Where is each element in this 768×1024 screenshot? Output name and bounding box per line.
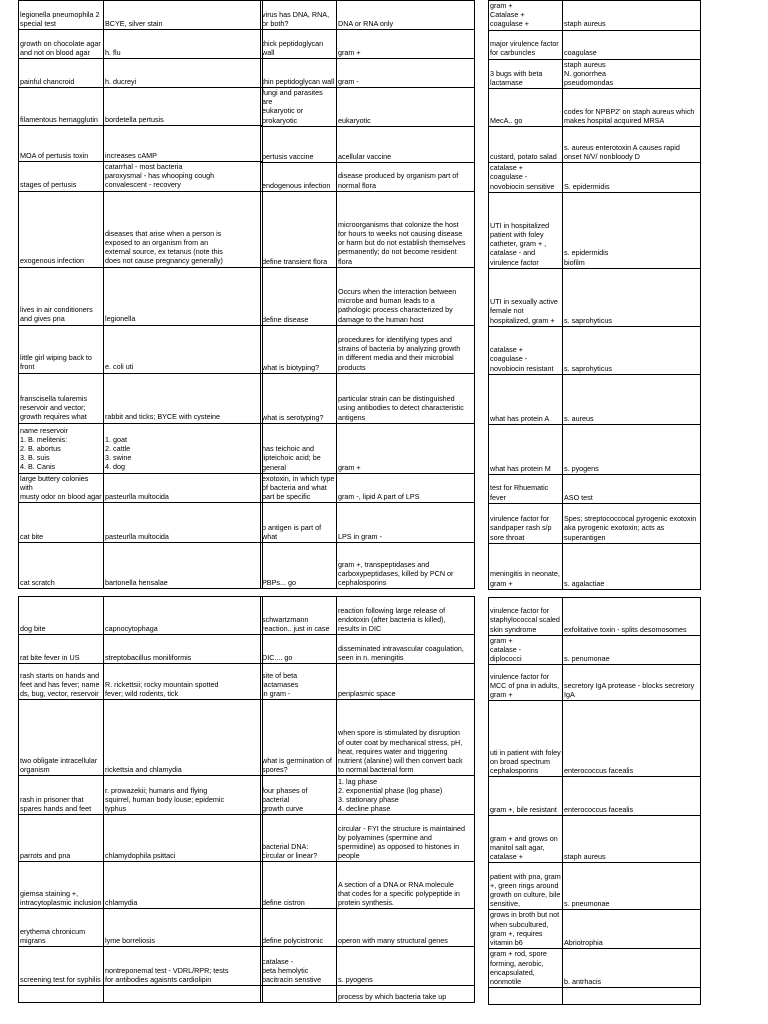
card-row [261,1,475,30]
card-answer [104,589,263,597]
card-question [489,988,563,1005]
card-question: test for Rhuematic fever [489,474,563,503]
card-row [489,127,701,163]
card-question: rash starts on hands and feet and has fever; name ds, bug, vector, reservoir [19,664,104,700]
card-question: what has protein A [489,374,563,424]
card-question: MecA.. go [489,89,563,127]
card-answer: DNA or RNA only [337,1,475,30]
card-row [489,59,701,89]
card-question: pertusis vaccine [261,126,337,162]
card-row [261,59,475,88]
card-question: franscisella tularemis reservoir and vector; growth requires what [19,373,104,423]
card-question: endogenous infection [261,162,337,191]
card-answer [563,988,701,1005]
card-answer: s. saprohyticus [563,268,701,326]
card-answer: staph aureus [563,816,701,863]
card-question: parrots and pna [19,815,104,862]
card-row [489,701,701,777]
card-question: four phases of bacterial growth curve [261,776,337,815]
card-answer: Occurs when the interaction between microbe and human leads to a pathologic process characterized by damage to the human host [337,267,475,325]
card-answer: procedures for identifying types and strains of bacteria by analyzing growth in different media and their microbial products [337,325,475,373]
card-row [19,59,263,88]
card-answer: s. pyogens [563,424,701,474]
card-row [489,910,701,949]
card-question: virulence factor for sandpaper rash s/p sore throat [489,503,563,543]
card-answer: catarrhal - most bacteria paroxysmal - has whooping cough convalescent - recovery [104,162,263,192]
card-answer: nontreponemal test - VDRL/RPR; tests for antibodies agaisnts cardiolipin [104,947,263,986]
card-question: cat scratch [19,543,104,589]
card-row [19,986,263,1003]
card-answer: Abriotrophia [563,910,701,949]
card-question: what is biotyping? [261,325,337,373]
card-answer: capnocytophaga [104,597,263,635]
card-answer: s. pyogens [337,947,475,986]
card-row [19,700,263,776]
page-break-row [489,589,701,597]
card-answer: s. saprohyticus [563,326,701,374]
card-question: DIC.... go [261,635,337,664]
card-answer: 1. lag phase 2. exponential phase (log phase) 3. stationary phase 4. decline phase [337,776,475,815]
card-question: meningitis in neonate, gram + [489,543,563,589]
card-row [261,423,475,473]
card-question: stages of pertusis [19,162,104,192]
card-answer: s. agalactiae [563,543,701,589]
card-question: MOA of pertusis toxin [19,126,104,162]
card-question: fungi and parasites are eukaryotic or prokaryotic [261,88,337,127]
card-answer: enterococcus facealis [563,701,701,777]
card-row [261,267,475,325]
card-answer: staph aureus N. gonorrhea pseudomondas [563,59,701,89]
card-question: o antigen is part of what [261,503,337,543]
card-answer: Spes; streptococcocal pyrogenic exotoxin aka pyrogenic exotoxin; acts as superantigen [563,503,701,543]
card-question: schwartzmann reaction.. just in case [261,597,337,635]
card-answer: increases cAMP [104,126,263,162]
card-answer: streptobacillus moniliformis [104,635,263,664]
card-row [261,325,475,373]
card-question: gram + rod, spore forming, aerobic, encapsulated, nonmotile [489,949,563,988]
card-row [19,373,263,423]
card-answer [337,589,475,597]
card-row [489,503,701,543]
card-question: bacterial DNA: circular or linear? [261,815,337,862]
card-answer: s. epidermidis biofilm [563,192,701,268]
card-question: site of beta lactamases in gram - [261,664,337,700]
card-question: name reservoir 1. B. melitenis: 2. B. abortus 3. B. suis 4. B. Canis [19,423,104,473]
column-2-body [261,1,475,1003]
card-row [19,815,263,862]
card-question [19,589,104,597]
card-row [489,30,701,59]
card-answer: e. coli uti [104,325,263,373]
card-answer: pasteurlla multocida [104,503,263,543]
card-answer: lyme borreliosis [104,909,263,947]
card-answer: b. antrhacis [563,949,701,988]
card-answer: gram + [337,30,475,59]
card-answer [563,589,701,597]
card-question: lives in air conditioners and gives pna [19,267,104,325]
card-answer: circular - FYI the structure is maintained by polyamines (spermine and spermidine) as opposed to histones in people [337,815,475,862]
card-answer: bordetella pertusis [104,88,263,126]
card-row [489,988,701,1005]
card-answer: staph aureus [563,1,701,31]
card-question: custard, potato salad [489,127,563,163]
card-row [261,543,475,589]
card-question: rat bite fever in US [19,635,104,664]
card-row [261,862,475,909]
card-answer: LPS in gram - [337,503,475,543]
column-3-body [489,1,701,1005]
card-question: patient with pna, gram +, green rings around growth on culture, bile sensitive, [489,863,563,910]
card-answer: BCYE, silver stain [104,1,263,30]
card-row [261,30,475,59]
flashcard-column-1 [18,0,263,1003]
card-question [261,589,337,597]
card-answer: gram -, lipid A part of LPS [337,473,475,503]
card-answer: legionella [104,267,263,325]
card-question: uti in patient with foley on broad spectrum cephalosporins [489,701,563,777]
card-question: what has protein M [489,424,563,474]
card-question: erythema chronicum migrans [19,909,104,947]
card-question: PBPs... go [261,543,337,589]
card-answer: bartonella hensalae [104,543,263,589]
column-1-body [19,1,263,1003]
card-question: virulence factor for staphylococcal scaled skin syndrome [489,597,563,635]
card-row [261,162,475,191]
card-row [261,635,475,664]
card-answer: s. aureus [563,374,701,424]
card-row [19,126,263,162]
card-row [489,949,701,988]
card-question [489,589,563,597]
card-answer: particular strain can be distinguished using antibodies to detect characteristic antigens [337,373,475,423]
card-row [489,665,701,701]
card-row [489,326,701,374]
card-row [19,543,263,589]
card-answer [104,986,263,1003]
card-answer: s. pneumonae [563,863,701,910]
card-row [489,863,701,910]
card-row [489,1,701,31]
flashcard-column-2 [260,0,475,1003]
card-row [261,909,475,947]
card-row [19,862,263,909]
card-question: gram + catalase - diplococci [489,635,563,665]
card-question: virulence factor for MCC of pna in adults, gram + [489,665,563,701]
card-question: screening test for syphilis [19,947,104,986]
card-row [261,664,475,700]
card-answer: exfolitative toxin - splits desomosomes [563,597,701,635]
card-row [489,816,701,863]
card-answer: operon with many structural genes [337,909,475,947]
card-answer: diseases that arise when a person is exposed to an organism from an external source, ex tetanus (note this does not cause pregnancy generally) [104,191,263,267]
card-row [489,374,701,424]
card-answer: s. penumonae [563,635,701,665]
card-row [261,776,475,815]
card-row [19,267,263,325]
flashcard-column-3 [488,0,701,1005]
card-answer: process by which bacteria take up [337,986,475,1003]
card-row [261,503,475,543]
card-answer: r. prowazekii; humans and flying squirrel, human body louse; epidemic typhus [104,776,263,815]
card-question [19,986,104,1003]
card-answer: disease produced by organism part of normal flora [337,162,475,191]
card-answer: 1. goat 2. cattle 3. swine 4. dog [104,423,263,473]
card-question: 3 bugs with beta lactamase [489,59,563,89]
card-answer: reaction following large release of endotoxin (after bacteria is killed), results in DIC [337,597,475,635]
card-row [261,700,475,776]
card-answer: chlamydia [104,862,263,909]
card-question: legionella pneumophila 2 special test [19,1,104,30]
card-question: major virulence factor for carbuncles [489,30,563,59]
card-row [19,1,263,30]
card-answer: R. rickettsii; rocky mountain spotted fever; wild rodents, tick [104,664,263,700]
card-row [19,503,263,543]
card-row [261,947,475,986]
card-row [489,597,701,635]
card-answer: disseminated intravascular coagulation, seen in n. meningitis [337,635,475,664]
card-row [261,126,475,162]
card-question: grows in broth but not when subcultured, gram +, requires vitamin b6 [489,910,563,949]
card-question: large buttery colonies with musty odor on blood agar [20,473,102,502]
card-row [489,777,701,816]
card-answer: h. ducreyi [104,59,263,88]
card-answer: chlamydophila psittaci [104,815,263,862]
card-answer: rickettsia and chlamydia [104,700,263,776]
card-answer: when spore is stimulated by disruption of outer coat by mechanical stress, pH, heat, requires water and triggering nutrient (alanine) will then convert back to normal bacterial form [337,700,475,776]
card-row [19,909,263,947]
card-row [489,89,701,127]
card-question: virus has DNA, RNA, or both? [261,1,337,30]
card-answer: pasteurlla multocida [104,473,263,503]
card-question: UTI in sexually active female not hospitalized, gram + [489,268,563,326]
card-answer: eukaryotic [337,88,475,127]
card-row [489,192,701,268]
card-row [19,947,263,986]
card-question: catalase + coagulase - novobiocin sensitive [489,163,563,193]
card-question: catalase - beta hemolytic bacitracin senstive [261,947,337,986]
card-answer: acellular vaccine [337,126,475,162]
card-question: define disease [261,267,337,325]
card-question: exotoxin, in which type of bacteria and what part be specific [261,473,337,503]
card-row [261,597,475,635]
card-answer: s. aureus enterotoxin A causes rapid onset N/V/ nonbloody D [563,127,701,163]
card-answer: ASO test [563,474,701,503]
page-break-row [261,589,475,597]
card-question: gram + and grows on manitol salt agar, catalase + [489,816,563,863]
card-question: define transient flora [261,191,337,267]
card-row [489,474,701,503]
card-row [19,191,263,267]
card-question: cat bite [19,503,104,543]
card-row [261,815,475,862]
page-break-row [19,589,263,597]
card-question [261,986,337,1003]
card-row [489,268,701,326]
card-answer: rabbit and ticks; BYCE with cysteine [104,373,263,423]
card-question: giemsa staining +, intracytoplasmic inclusion [19,862,104,909]
card-question: little girl wiping back to front [19,325,104,373]
card-answer: coagulase [563,30,701,59]
card-question: what is germination of spores? [261,700,337,776]
card-row [19,635,263,664]
card-answer: h. flu [104,30,263,59]
card-answer: A section of a DNA or RNA molecule that codes for a specific polypeptide in protein synthesis. [337,862,475,909]
card-row [19,162,263,192]
card-row [261,373,475,423]
card-answer: periplasmic space [337,664,475,700]
card-question: define polycistronic [261,909,337,947]
card-row [489,635,701,665]
card-row [261,986,475,1003]
card-question: what is serotyping? [261,373,337,423]
card-question: filamentous hemagglutin [19,88,104,126]
card-row [19,597,263,635]
card-row [19,325,263,373]
card-row [489,543,701,589]
card-row [261,88,475,127]
card-question: growth on chocolate agar and not on blood agar [19,30,104,59]
card-row [19,88,263,126]
card-question: catalase + coagulase - novobiocin resistant [489,326,563,374]
card-row [261,473,475,503]
card-question: exogenous infection [19,191,104,267]
card-question: rash in prisoner that spares hands and feet [19,776,104,815]
card-question: painful chancroid [19,59,104,88]
card-row [19,776,263,815]
card-row [489,163,701,193]
card-question: thin peptidoglycan wall [261,59,337,88]
card-row [19,664,263,700]
card-answer: microorganisms that colonize the host for hours to weeks not causing disease or harm but do not establish themselves permanently; do not become resident flora [337,191,475,267]
card-question: gram +, bile resistant [489,777,563,816]
card-question: thick peptidoglycan wall [261,30,337,59]
card-row [19,473,263,503]
card-answer: enterococcus facealis [563,777,701,816]
card-answer: secretory IgA protease - blocks secretory IgA [563,665,701,701]
card-answer: gram +, transpeptidases and carboxypeptidases, killed by PCN or cephalosporins [337,543,475,589]
card-row [19,30,263,59]
card-answer: S. epidermidis [563,163,701,193]
card-question: define cistron [261,862,337,909]
card-answer: codes for NPBP2' on staph aureus which makes hospital acquired MRSA [563,89,701,127]
card-row [489,424,701,474]
card-question: dog bite [19,597,104,635]
card-answer: gram - [337,59,475,88]
card-question: UTI in hospitalized patient with foley catheter, gram + , catalase - and virulence factor [489,192,563,268]
card-question: gram + Catalase + coagulase + [489,1,563,31]
card-question: has teichoic and lipteichoic acid; be general [261,423,337,473]
card-row [261,191,475,267]
card-row [19,423,263,473]
card-answer: gram + [337,423,475,473]
card-question: two obligate intracellular organism [19,700,104,776]
